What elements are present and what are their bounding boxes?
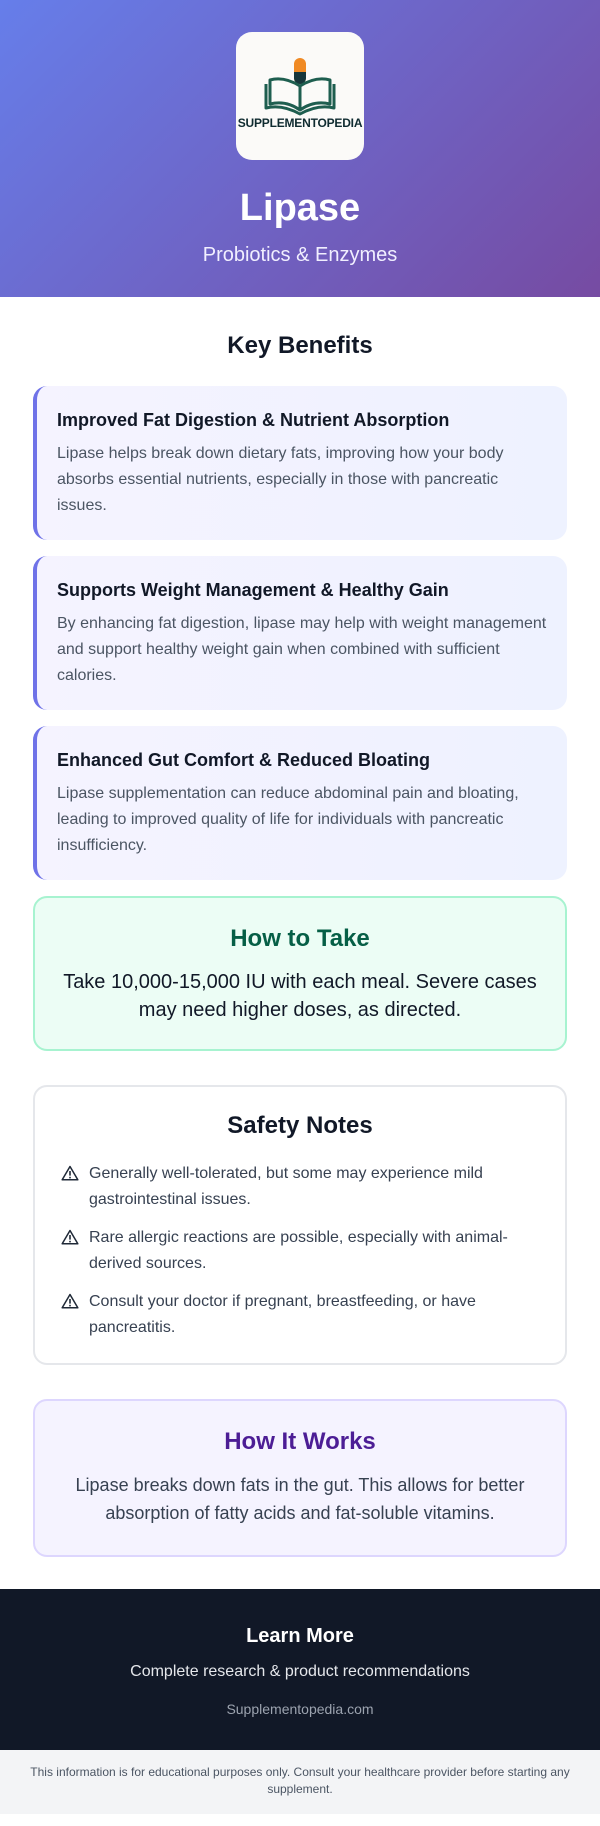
safety-note-text: Rare allergic reactions are possible, especially with animal-derived sources. xyxy=(89,1229,508,1272)
benefit-card xyxy=(33,556,567,710)
learn-more-subtitle: Complete research & product recommendations xyxy=(130,1663,470,1680)
benefit-heading: Enhanced Gut Comfort & Reduced Bloating xyxy=(57,750,431,770)
brand-logo[interactable] xyxy=(236,32,364,160)
safety-notes-card xyxy=(33,1085,567,1365)
key-benefits-title: Key Benefits xyxy=(227,332,373,359)
benefit-card xyxy=(33,726,567,880)
page-title: Lipase xyxy=(239,187,361,229)
learn-more-title: Learn More xyxy=(246,1625,354,1647)
key-benefits-section xyxy=(0,331,600,880)
warning-icon xyxy=(59,1229,81,1245)
safety-note-text: Generally well-tolerated, but some may experience mild gastrointestinal issues. xyxy=(89,1165,483,1208)
warning-icon xyxy=(59,1293,81,1309)
benefit-heading: Improved Fat Digestion & Nutrient Absorption xyxy=(57,410,450,430)
how-to-take-title: How to Take xyxy=(230,925,370,952)
safety-notes-list xyxy=(59,1161,541,1341)
how-to-take-text: Take 10,000-15,000 IU with each meal. Severe cases may need higher doses, as directed. xyxy=(63,971,537,1021)
benefit-card xyxy=(33,386,567,540)
warning-icon xyxy=(59,1165,81,1181)
benefit-text: By enhancing fat digestion, lipase may help with weight management and support healthy weight gain when combined with sufficient calories. xyxy=(57,615,547,684)
how-it-works-title: How It Works xyxy=(224,1428,376,1455)
safety-note-item xyxy=(59,1225,541,1277)
page-footer xyxy=(0,1589,600,1750)
website-link[interactable]: Supplementopedia.com xyxy=(226,1701,374,1717)
how-it-works-card xyxy=(33,1399,567,1557)
how-to-take-card xyxy=(33,896,567,1051)
safety-note-item xyxy=(59,1289,541,1341)
safety-note-text: Consult your doctor if pregnant, breastfeeding, or have pancreatitis. xyxy=(89,1293,476,1336)
how-it-works-text: Lipase breaks down fats in the gut. This allows for better absorption of fatty acids and fat-soluble vitamins. xyxy=(75,1475,525,1523)
safety-notes-title: Safety Notes xyxy=(227,1112,373,1139)
page-subtitle: Probiotics & Enzymes xyxy=(202,244,398,266)
disclaimer: This information is for educational purposes only. Consult your healthcare provider before starting any supplement. xyxy=(0,1750,600,1814)
book-with-capsule-icon xyxy=(236,32,364,160)
benefit-text: Lipase supplementation can reduce abdominal pain and bloating, leading to improved quality of life for individuals with pancreatic insufficiency. xyxy=(57,785,519,854)
brand-name: SUPPLEMENTOPEDIA xyxy=(237,116,363,130)
benefit-text: Lipase helps break down dietary fats, improving how your body absorbs essential nutrients, especially in those with pancreatic issues. xyxy=(57,445,504,514)
benefit-heading: Supports Weight Management & Healthy Gain xyxy=(57,580,449,600)
page-header xyxy=(0,0,600,297)
safety-note-item xyxy=(59,1161,541,1213)
